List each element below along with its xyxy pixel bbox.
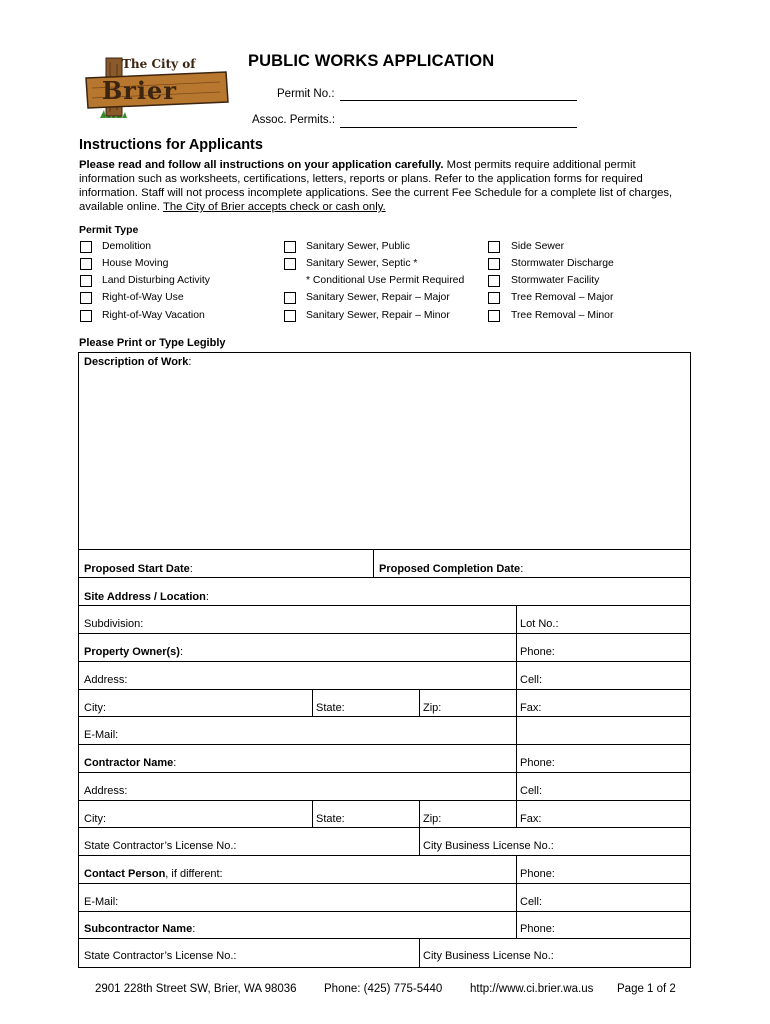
owner-cell-field[interactable]: Cell:	[520, 674, 543, 686]
subcontractor-name-label: Subcontractor Name	[84, 923, 193, 935]
property-owner-label: Property Owner(s)	[84, 646, 180, 658]
owner-fax-field[interactable]: Fax:	[520, 702, 542, 714]
lot-no-field[interactable]: Lot No.:	[520, 618, 559, 630]
owner-email-field[interactable]: E-Mail:	[84, 729, 119, 741]
demolition-checkbox[interactable]	[80, 241, 92, 253]
permit-option-label: House Moving	[102, 258, 169, 269]
right-of-way-use-checkbox[interactable]	[80, 292, 92, 304]
owner-zip-field[interactable]: Zip:	[423, 702, 442, 714]
owner-address-field[interactable]: Address:	[84, 674, 128, 686]
contractor-address-field[interactable]: Address:	[84, 785, 128, 797]
colon: :	[189, 563, 193, 575]
contractor-name-field[interactable]	[84, 757, 176, 769]
tree-removal-minor-checkbox[interactable]	[488, 310, 500, 322]
owner-state-field[interactable]: State:	[316, 702, 345, 714]
contact-person-label: Contact Person	[84, 868, 166, 880]
proposed-completion-date-field[interactable]	[379, 563, 523, 575]
land-disturbing-checkbox[interactable]	[80, 275, 92, 287]
application-form-table	[78, 352, 691, 968]
owner-phone-field[interactable]: Phone:	[520, 646, 555, 658]
subcontractor-name-field[interactable]	[84, 923, 195, 935]
colon: :	[205, 591, 209, 603]
permit-option-label: Sanitary Sewer, Repair – Minor	[306, 310, 450, 321]
sanitary-sewer-public-checkbox[interactable]	[284, 241, 296, 253]
stormwater-facility-checkbox[interactable]	[488, 275, 500, 287]
footer-url[interactable]: http://www.ci.brier.wa.us	[470, 983, 594, 995]
instructions-body	[79, 158, 691, 214]
permit-type-label: Permit Type	[79, 224, 139, 236]
permit-option-label: Sanitary Sewer, Repair – Major	[306, 292, 450, 303]
state-contractor-license-field[interactable]: State Contractor’s License No.:	[84, 840, 237, 852]
permit-option-label: Right-of-Way Vacation	[102, 310, 205, 321]
proposed-start-date-label: Proposed Start Date	[84, 563, 190, 575]
tree-removal-major-checkbox[interactable]	[488, 292, 500, 304]
contractor-city-field[interactable]: City:	[84, 813, 106, 825]
right-of-way-vacation-checkbox[interactable]	[80, 310, 92, 322]
page-title: PUBLIC WORKS APPLICATION	[248, 52, 495, 70]
contractor-name-label: Contractor Name	[84, 757, 174, 769]
logo-main-text: Brier	[102, 76, 177, 105]
permit-option-label: Sanitary Sewer, Public	[306, 241, 410, 252]
city-of-brier-logo	[80, 52, 232, 120]
proposed-start-date-field[interactable]	[84, 563, 193, 575]
logo-top-text: The City of	[122, 57, 196, 71]
instructions-bold-intro: Please read and follow all instructions on your application carefully.	[79, 159, 444, 171]
site-address-label: Site Address / Location	[84, 591, 206, 603]
sub-state-contractor-license-field[interactable]: State Contractor’s License No.:	[84, 950, 237, 962]
colon: :	[173, 757, 177, 769]
contact-email-field[interactable]: E-Mail:	[84, 896, 119, 908]
instructions-heading: Instructions for Applicants	[79, 137, 263, 153]
if-different-text: , if different:	[165, 868, 223, 880]
contractor-phone-field[interactable]: Phone:	[520, 757, 555, 769]
stormwater-discharge-checkbox[interactable]	[488, 258, 500, 270]
payment-note: The City of Brier accepts check or cash only.	[162, 201, 386, 213]
colon: :	[188, 356, 192, 368]
footer-page-number: Page 1 of 2	[617, 983, 676, 995]
print-legibly-label: Please Print or Type Legibly	[79, 337, 226, 349]
instructions-text: Most permits require additional permit information such as worksheets, certifications, letters, reports or plans. Refer to the application forms for required information. Staff will not process incomplete applications. See the current Fee Schedule for a complete list of charges, available online.	[79, 159, 673, 213]
sanitary-sewer-repair-major-checkbox[interactable]	[284, 292, 296, 304]
conditional-use-note: * Conditional Use Permit Required	[306, 275, 465, 286]
assoc-permits-field[interactable]	[340, 127, 577, 128]
house-moving-checkbox[interactable]	[80, 258, 92, 270]
sanitary-sewer-septic-checkbox[interactable]	[284, 258, 296, 270]
contact-phone-field[interactable]: Phone:	[520, 868, 555, 880]
contact-person-field[interactable]	[84, 868, 223, 880]
description-of-work-field[interactable]	[84, 356, 191, 368]
owner-city-field[interactable]: City:	[84, 702, 106, 714]
city-business-license-field[interactable]: City Business License No.:	[423, 840, 554, 852]
contractor-cell-field[interactable]: Cell:	[520, 785, 543, 797]
subcontractor-phone-field[interactable]: Phone:	[520, 923, 555, 935]
permit-option-label: Tree Removal – Minor	[511, 310, 614, 321]
permit-option-label: Sanitary Sewer, Septic *	[306, 258, 418, 269]
contractor-zip-field[interactable]: Zip:	[423, 813, 442, 825]
contractor-fax-field[interactable]: Fax:	[520, 813, 542, 825]
site-address-field[interactable]	[84, 591, 209, 603]
contractor-state-field[interactable]: State:	[316, 813, 345, 825]
permit-option-label: Side Sewer	[511, 241, 565, 252]
colon: :	[179, 646, 184, 658]
permit-option-label: Tree Removal – Major	[511, 292, 614, 303]
footer-phone: Phone: (425) 775-5440	[324, 983, 443, 995]
contact-cell-field[interactable]: Cell:	[520, 896, 543, 908]
permit-option-label: Right-of-Way Use	[102, 292, 184, 303]
permit-option-label: Stormwater Discharge	[511, 258, 614, 269]
permit-no-label: Permit No.:	[277, 88, 335, 100]
sanitary-sewer-repair-minor-checkbox[interactable]	[284, 310, 296, 322]
sub-city-business-license-field[interactable]: City Business License No.:	[423, 950, 554, 962]
side-sewer-checkbox[interactable]	[488, 241, 500, 253]
description-of-work-label: Description of Work	[84, 356, 189, 368]
permit-option-label: Land Disturbing Activity	[102, 275, 211, 286]
permit-no-field[interactable]	[340, 100, 577, 101]
property-owner-field[interactable]	[84, 646, 183, 658]
assoc-permits-label: Assoc. Permits.:	[252, 114, 336, 126]
proposed-completion-date-label: Proposed Completion Date	[379, 563, 521, 575]
colon: :	[192, 923, 196, 935]
footer-address: 2901 228th Street SW, Brier, WA 98036	[95, 983, 297, 995]
permit-option-label: Stormwater Facility	[511, 275, 600, 286]
permit-option-label: Demolition	[102, 241, 152, 252]
colon: :	[520, 563, 524, 575]
subdivision-field[interactable]: Subdivision:	[84, 618, 144, 630]
